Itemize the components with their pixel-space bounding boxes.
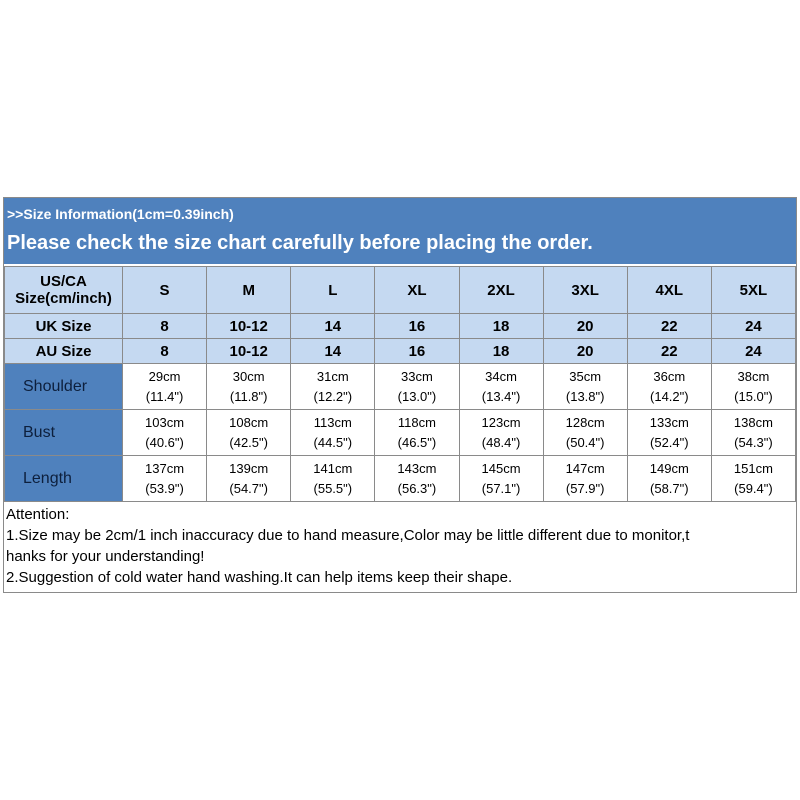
measurement-cell [711, 364, 795, 410]
measurement-cell [459, 456, 543, 502]
inch-value: (48.4") [481, 434, 521, 450]
cm-value: 123cm [481, 414, 521, 430]
uk-size-cell: 24 [711, 314, 795, 339]
measurement-cell [711, 410, 795, 456]
inch-value: (46.5") [397, 434, 437, 450]
inch-value: (15.0") [734, 388, 773, 404]
measurement-cell [123, 410, 207, 456]
cm-value: 31cm [316, 368, 349, 384]
inch-value: (14.2") [650, 388, 689, 404]
cm-value: 141cm [313, 460, 353, 476]
inch-value: (42.5") [229, 434, 268, 450]
attention-title: Attention: [6, 506, 70, 523]
measurement-cell [459, 364, 543, 410]
us-size-cell: L [291, 267, 375, 314]
measurement-cell [627, 364, 711, 410]
us-size-cell: XL [375, 267, 459, 314]
cm-value: 103cm [145, 414, 185, 430]
inch-value: (52.4") [650, 434, 689, 450]
measurement-cell [711, 456, 795, 502]
cm-value: 143cm [397, 460, 437, 476]
uk-size-cell: 22 [627, 314, 711, 339]
us-size-cell: M [207, 267, 291, 314]
cm-value: 30cm [232, 368, 265, 384]
size-chart [3, 197, 797, 593]
size-info-heading: >>Size Information(1cm=0.39inch) [7, 206, 234, 222]
inch-value: (11.4") [145, 388, 184, 404]
measurement-label: Bust [5, 410, 123, 456]
cm-value: 133cm [649, 414, 689, 430]
uk-size-cell: 14 [291, 314, 375, 339]
measurement-cell [375, 364, 459, 410]
cm-value: 36cm [653, 368, 686, 384]
cm-value: 35cm [569, 368, 602, 384]
cm-value: 151cm [733, 460, 773, 476]
size-banner [4, 198, 796, 266]
us-size-cell: 3XL [543, 267, 627, 314]
uk-size-row [5, 314, 796, 339]
cm-value: 147cm [565, 460, 605, 476]
measurement-cell [375, 456, 459, 502]
measurement-row-bust [5, 410, 796, 456]
inch-value: (57.1") [481, 480, 521, 496]
note-line-2: 2.Suggestion of cold water hand washing.It can help items keep their shape. [6, 569, 513, 586]
us-size-cell: 2XL [459, 267, 543, 314]
au-size-cell: 14 [291, 339, 375, 364]
inch-value: (44.5") [313, 434, 353, 450]
inch-value: (13.8") [565, 388, 605, 404]
measurement-label: Length [5, 456, 123, 502]
measurement-cell [123, 456, 207, 502]
measurement-cell [291, 410, 375, 456]
inch-value: (56.3") [397, 480, 437, 496]
measurement-row-shoulder [5, 364, 796, 410]
cm-value: 128cm [565, 414, 605, 430]
au-size-cell: 16 [375, 339, 459, 364]
cm-value: 149cm [649, 460, 689, 476]
attention-notes [4, 502, 796, 592]
uk-size-cell: 8 [123, 314, 207, 339]
au-size-cell: 22 [627, 339, 711, 364]
us-size-cell: 4XL [627, 267, 711, 314]
au-size-cell: 24 [711, 339, 795, 364]
inch-value: (58.7") [650, 480, 689, 496]
cm-value: 118cm [397, 414, 436, 430]
cm-value: 138cm [733, 414, 773, 430]
au-size-label: AU Size [5, 339, 123, 364]
measurement-cell [291, 456, 375, 502]
measurement-cell [543, 364, 627, 410]
us-size-row [5, 267, 796, 314]
note-line-1: 1.Size may be 2cm/1 inch inaccuracy due to hand measure,Color may be little different due to monitor,t [6, 527, 690, 544]
inch-value: (54.3") [734, 434, 773, 450]
us-size-cell: 5XL [711, 267, 795, 314]
inch-value: (55.5") [313, 480, 353, 496]
measurement-cell [291, 364, 375, 410]
uk-size-cell: 18 [459, 314, 543, 339]
uk-size-cell: 10-12 [207, 314, 291, 339]
au-size-cell: 20 [543, 339, 627, 364]
au-size-cell: 8 [123, 339, 207, 364]
measurement-cell [375, 410, 459, 456]
inch-value: (50.4") [565, 434, 605, 450]
inch-value: (13.4") [481, 388, 521, 404]
inch-value: (12.2") [313, 388, 353, 404]
note-line-1-cont: hanks for your understanding! [6, 548, 205, 565]
inch-value: (54.7") [229, 480, 268, 496]
uk-size-cell: 16 [375, 314, 459, 339]
cm-value: 33cm [401, 368, 433, 384]
measurement-cell [207, 456, 291, 502]
size-warning-heading: Please check the size chart carefully before placing the order. [7, 232, 593, 254]
au-size-cell: 18 [459, 339, 543, 364]
measurement-cell [543, 410, 627, 456]
measurement-cell [627, 410, 711, 456]
inch-value: (59.4") [734, 480, 773, 496]
measurement-row-length [5, 456, 796, 502]
us-size-cell: S [123, 267, 207, 314]
inch-value: (40.6") [145, 434, 184, 450]
cm-value: 113cm [313, 414, 352, 430]
cm-value: 137cm [145, 460, 185, 476]
measurement-cell [207, 364, 291, 410]
measurement-cell [123, 364, 207, 410]
au-size-row [5, 339, 796, 364]
measurement-cell [459, 410, 543, 456]
us-size-label: US/CA Size(cm/inch) [5, 267, 123, 314]
inch-value: (13.0") [397, 388, 437, 404]
cm-value: 139cm [229, 460, 269, 476]
measurement-cell [627, 456, 711, 502]
measurement-cell [543, 456, 627, 502]
au-size-cell: 10-12 [207, 339, 291, 364]
cm-value: 38cm [737, 368, 770, 384]
inch-value: (53.9") [145, 480, 184, 496]
inch-value: (11.8") [229, 388, 268, 404]
measurement-label: Shoulder [5, 364, 123, 410]
uk-size-label: UK Size [5, 314, 123, 339]
cm-value: 108cm [229, 414, 269, 430]
size-table [4, 266, 796, 502]
cm-value: 145cm [481, 460, 521, 476]
cm-value: 34cm [485, 368, 517, 384]
cm-value: 29cm [148, 368, 181, 384]
uk-size-cell: 20 [543, 314, 627, 339]
measurement-cell [207, 410, 291, 456]
inch-value: (57.9") [565, 480, 605, 496]
